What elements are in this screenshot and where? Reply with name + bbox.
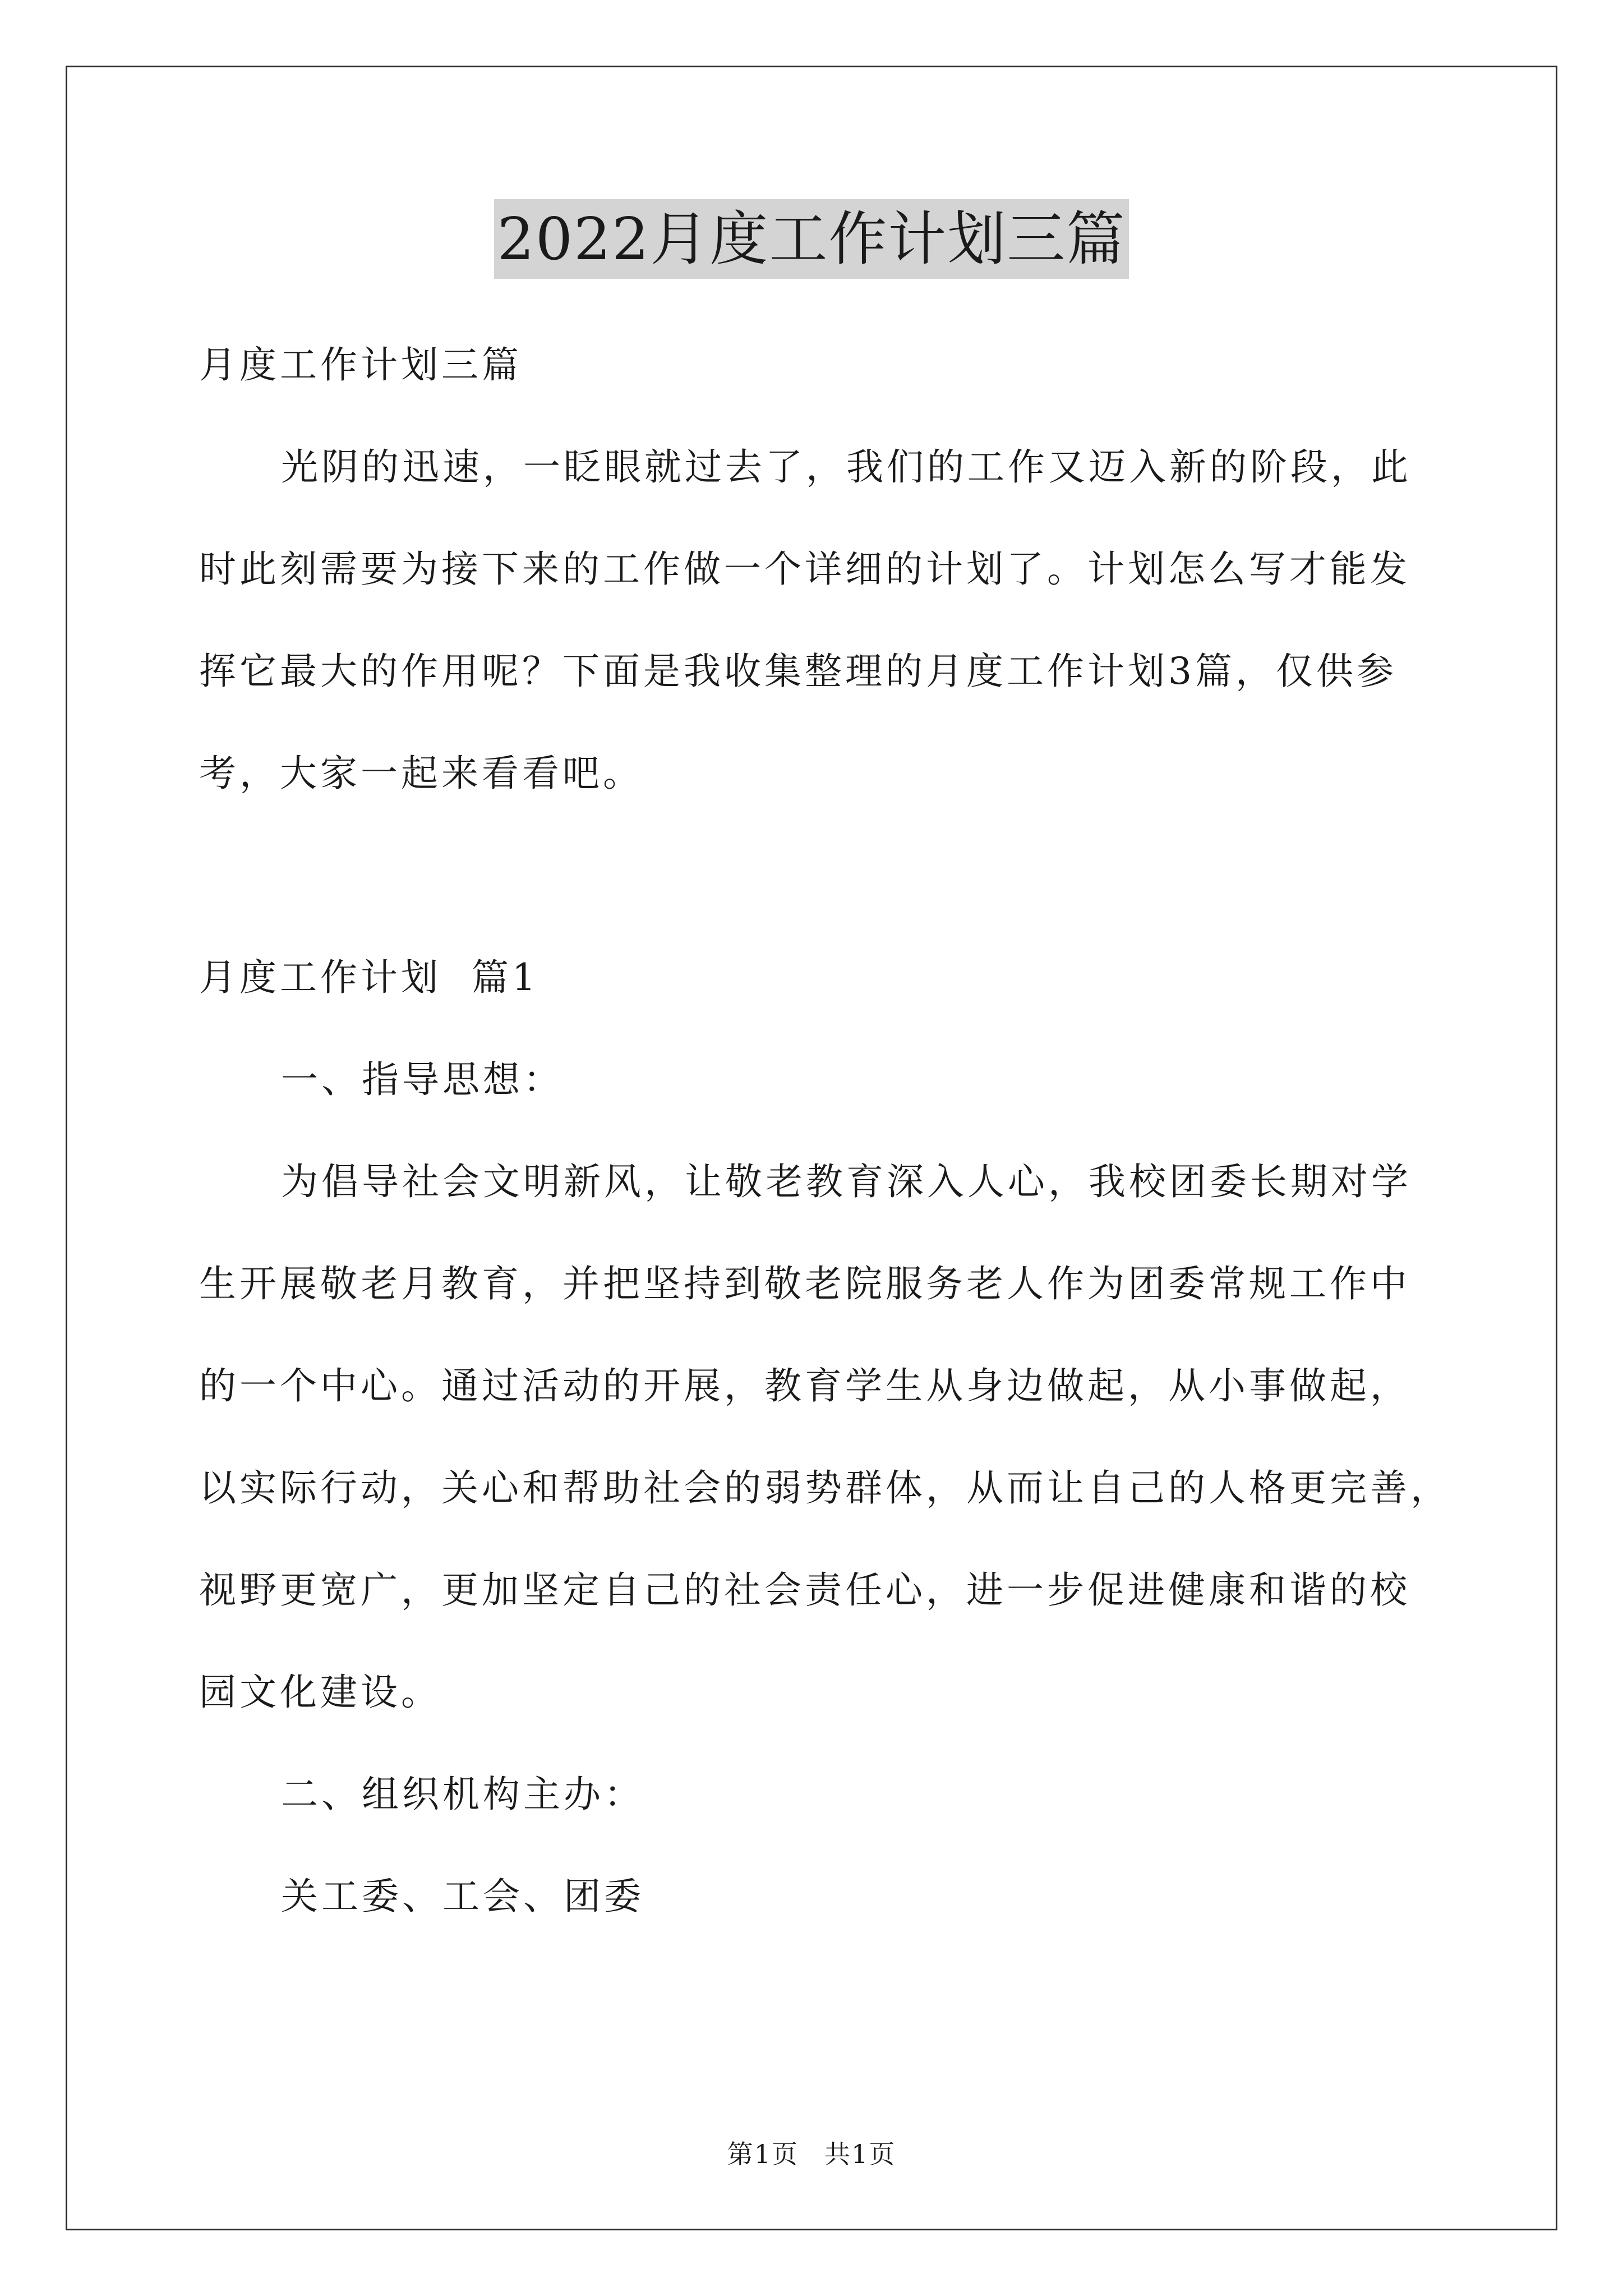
intro-line: 光阴的迅速，一眨眼就过去了，我们的工作又迈入新的阶段，此 <box>281 445 1412 489</box>
part1-heading: 一、指导思想： <box>281 1058 564 1101</box>
intro-line: 时此刻需要为接下来的工作做一个详细的计划了。计划怎么写才能发 <box>199 547 1410 591</box>
page-number: 第1页 <box>727 2139 799 2169</box>
title-container <box>0 199 1623 279</box>
document-subtitle: 月度工作计划三篇 <box>199 343 522 386</box>
paragraph-gap <box>199 825 1433 927</box>
intro-line: 挥它最大的作用呢？下面是我收集整理的月度工作计划3篇，仅供参 <box>199 650 1397 693</box>
part1-body-line: 为倡导社会文明新风，让敬老教育深入人心，我校团委长期对学 <box>281 1160 1412 1203</box>
part1-body-line: 生开展敬老月教育，并把坚持到敬老院服务老人作为团委常规工作中 <box>199 1262 1410 1305</box>
part1-body-line: 视野更宽广，更加坚定自己的社会责任心，进一步促进健康和谐的校 <box>199 1568 1410 1612</box>
part1-body-line: 园文化建设。 <box>199 1671 441 1714</box>
intro-line: 考，大家一起来看看吧。 <box>199 752 643 795</box>
section-heading: 月度工作计划 篇1 <box>199 956 539 999</box>
part2-heading: 二、组织机构主办： <box>281 1773 644 1816</box>
page-footer <box>0 2137 1623 2171</box>
document-body <box>199 314 1451 1948</box>
part1-body-line: 的一个中心。通过活动的开展，教育学生从身边做起，从小事做起， <box>199 1364 1410 1407</box>
page-total: 共1页 <box>824 2139 896 2169</box>
part2-body: 关工委、工会、团委 <box>281 1875 644 1918</box>
part1-body-line: 以实际行动，关心和帮助社会的弱势群体，从而让自己的人格更完善， <box>199 1466 1451 1510</box>
document-title: 2022月度工作计划三篇 <box>494 199 1129 279</box>
